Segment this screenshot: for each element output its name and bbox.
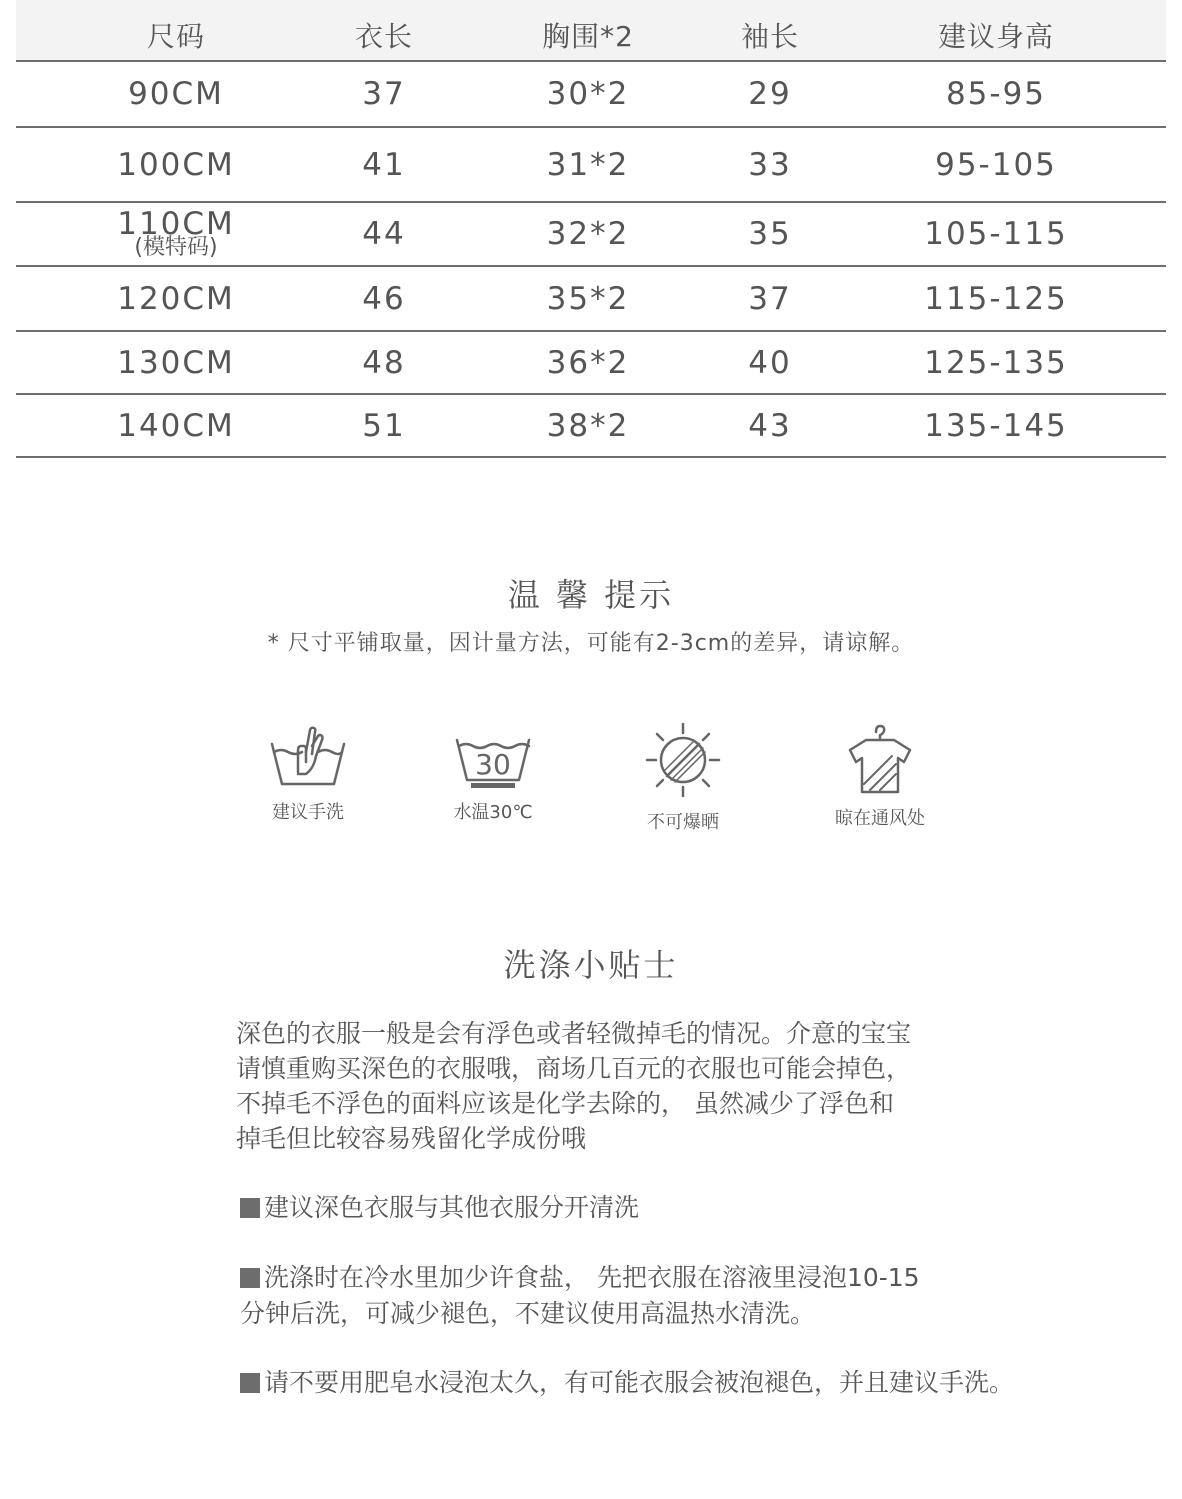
tip-line: 请不要用肥皂水浸泡太久，有可能衣服会被泡褪色，并且建议手洗。 [264, 1368, 1015, 1397]
sleeve-cell: 35 [748, 216, 792, 252]
length-cell: 46 [362, 280, 406, 317]
table-row [16, 332, 1166, 395]
table-row [16, 395, 1166, 458]
table-row [16, 203, 1166, 267]
chest-cell: 31*2 [546, 146, 630, 183]
intro-line: 深色的衣服一般是会有浮色或者轻微掉毛的情况。介意的宝宝 [236, 1019, 912, 1048]
washing-tip [240, 1190, 639, 1226]
size-value: 110CM [117, 206, 235, 242]
care-item-hand-wash [228, 722, 388, 824]
header-chest: 胸围*2 [542, 20, 634, 53]
chest-cell: 38*2 [546, 407, 630, 444]
intro-line: 不掉毛不浮色的面料应该是化学去除的， 虽然减少了浮色和 [236, 1089, 894, 1118]
height-cell: 115-125 [924, 280, 1068, 317]
header-size: 尺码 [146, 20, 205, 53]
table-row [16, 128, 1166, 203]
care-label: 水温30℃ [453, 802, 533, 823]
chest-cell: 35*2 [546, 280, 630, 317]
sleeve-cell: 29 [748, 76, 792, 112]
square-bullet-icon [240, 1198, 260, 1218]
sleeve-cell: 40 [748, 344, 792, 381]
height-cell: 95-105 [935, 146, 1057, 183]
care-label: 建议手洗 [272, 802, 344, 823]
chest-cell: 30*2 [546, 76, 630, 112]
size-cell: 140CM [117, 407, 235, 444]
size-cell: 100CM [117, 146, 235, 183]
sleeve-cell: 37 [748, 280, 792, 317]
table-row [16, 267, 1166, 332]
care-item-wash-30 [413, 722, 573, 824]
tip-line: 洗涤时在冷水里加少许食盐， 先把衣服在溶液里浸泡10-15 [264, 1263, 920, 1292]
height-cell: 125-135 [924, 344, 1068, 381]
square-bullet-icon [240, 1268, 260, 1288]
no-sun-icon [643, 722, 723, 798]
length-cell: 51 [362, 407, 406, 444]
length-cell: 41 [362, 146, 406, 183]
washing-tip [240, 1260, 920, 1332]
washing-intro [236, 1016, 1036, 1156]
care-label: 不可爆晒 [647, 812, 719, 833]
table-header [16, 0, 1166, 62]
height-cell: 85-95 [945, 76, 1047, 112]
size-table [16, 0, 1166, 458]
size-cell [66, 203, 286, 265]
tip-line: 建议深色衣服与其他衣服分开清洗 [264, 1193, 640, 1222]
header-height: 建议身高 [937, 20, 1054, 53]
size-cell: 90CM [128, 76, 224, 112]
size-cell: 130CM [117, 344, 235, 381]
height-cell: 135-145 [924, 407, 1068, 444]
length-cell: 48 [362, 344, 406, 381]
measurement-note: * 尺寸平铺取量，因计量方法，可能有2-3cm的差异，请谅解。 [267, 631, 915, 656]
length-cell: 37 [362, 76, 406, 112]
hand-wash-icon [268, 722, 348, 788]
care-item-hang-dry [800, 722, 960, 830]
intro-line: 掉毛但比较容易残留化学成份哦 [236, 1124, 587, 1153]
sleeve-cell: 33 [748, 146, 792, 183]
chest-cell: 36*2 [546, 344, 630, 381]
washing-tip [240, 1365, 1014, 1401]
intro-line: 请慎重购买深色的衣服哦，商场几百元的衣服也可能会掉色， [236, 1054, 912, 1083]
care-label: 晾在通风处 [835, 808, 925, 829]
wash-30-icon [453, 722, 533, 788]
hang-dry-shade-icon [840, 722, 920, 794]
sleeve-cell: 43 [748, 407, 792, 444]
wash-temperature-number: 30 [475, 748, 511, 781]
table-row [16, 62, 1166, 128]
chest-cell: 32*2 [546, 216, 630, 252]
washing-title: 洗涤小贴士 [503, 946, 679, 984]
size-cell: 120CM [117, 280, 235, 317]
tip-line: 分钟后洗，可减少褪色，不建议使用高温热水清洗。 [240, 1299, 816, 1328]
square-bullet-icon [240, 1373, 260, 1393]
length-cell: 44 [362, 216, 406, 252]
care-item-no-sun [603, 722, 763, 834]
size-note: (模特码) [134, 235, 218, 260]
tips-title: 温 馨 提示 [507, 576, 675, 614]
header-length: 衣长 [354, 20, 413, 53]
height-cell: 105-115 [924, 216, 1068, 252]
header-sleeve: 袖长 [740, 20, 799, 53]
